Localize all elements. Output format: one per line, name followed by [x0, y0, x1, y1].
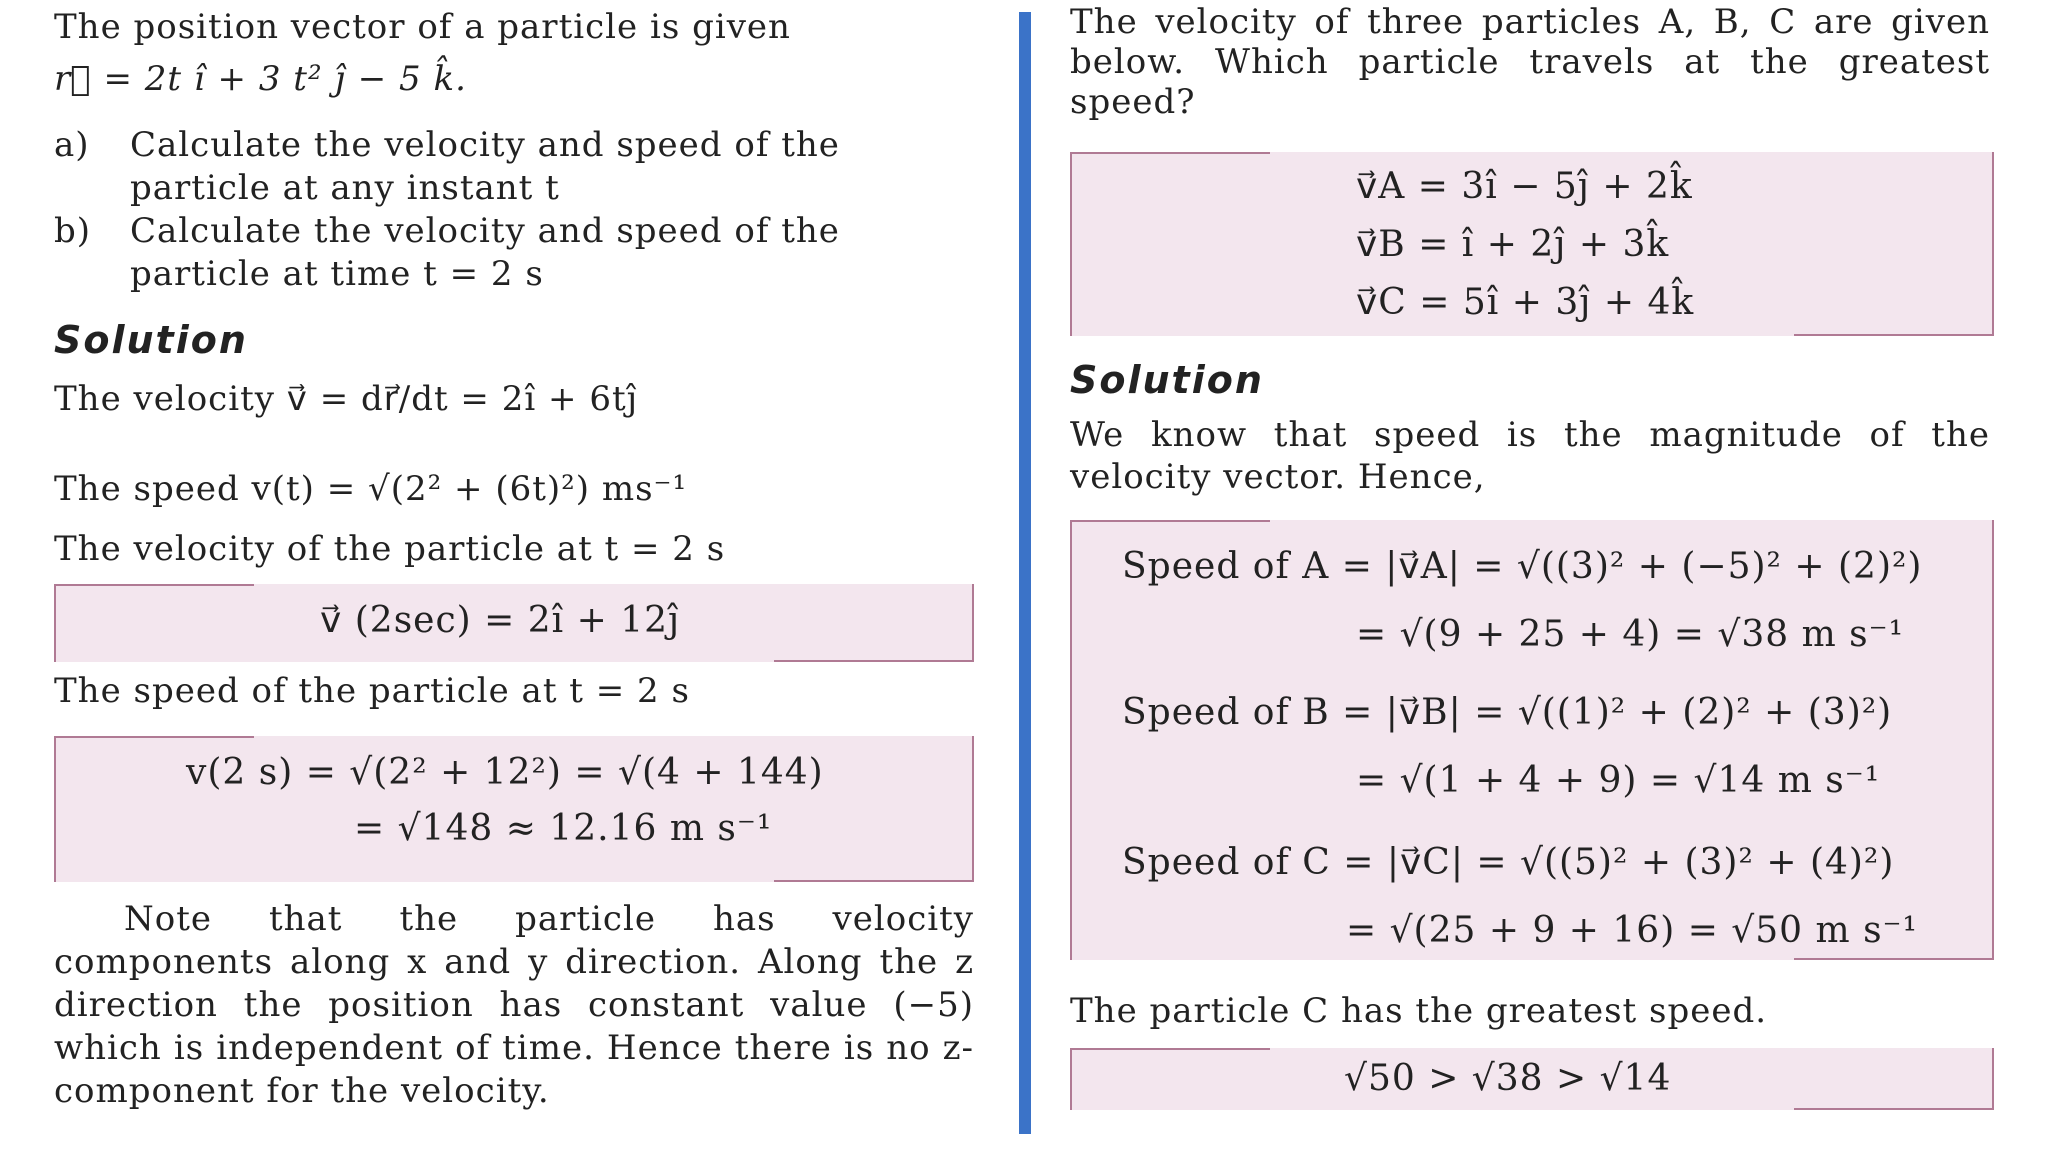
speed-result-line-1: v(2 s) = √(2² + 12²) = √(4 + 144): [186, 752, 824, 793]
speed-a-line-1: Speed of A = |v⃗A| = √((3)² + (−5)² + (2)²): [1122, 546, 1923, 587]
question-list: [54, 124, 974, 296]
problem-line-1: The position vector of a particle is given: [54, 7, 791, 47]
speed-result-box: [54, 736, 974, 882]
question-item-a: [54, 124, 974, 210]
question-label-b: b): [54, 211, 92, 251]
question-text-a: Calculate the velocity and speed of the particle at any instant t: [130, 125, 840, 208]
speed-c-line-2: = √(25 + 9 + 16) = √50 m s⁻¹: [1346, 910, 1918, 951]
solution-heading-left: Solution: [54, 318, 248, 362]
speed-result-line-2: = √148 ≈ 12.16 m s⁻¹: [354, 808, 773, 849]
question-text-b: Calculate the velocity and speed of the particle at time t = 2 s: [130, 211, 840, 294]
column-divider: [1019, 12, 1031, 1134]
velocity-at-t-label: The velocity of the particle at t = 2 s: [54, 529, 726, 569]
speed-formula: The speed v(t) = √(2² + (6t)²) ms⁻¹: [54, 469, 688, 509]
comparison-box: [1070, 1048, 1994, 1110]
velocity-result-equation: v⃗ (2sec) = 2î + 12ĵ: [320, 600, 681, 641]
solution-text: We know that speed is the magnitude of the velocity vector. Hence,: [1070, 415, 1990, 497]
velocity-c-equation: v⃗C = 5î + 3ĵ + 4k̂: [1356, 282, 1695, 323]
velocity-a-equation: v⃗A = 3î − 5ĵ + 2k̂: [1356, 166, 1693, 207]
speed-at-t-label: The speed of the particle at t = 2 s: [54, 671, 690, 711]
position-vector-equation: r⃗ = 2t î + 3 t² ĵ − 5 k̂.: [54, 59, 467, 99]
solution-heading-right: Solution: [1070, 358, 1264, 402]
velocity-result-box: [54, 584, 974, 662]
speed-a-line-2: = √(9 + 25 + 4) = √38 m s⁻¹: [1356, 614, 1905, 655]
speed-b-line-2: = √(1 + 4 + 9) = √14 m s⁻¹: [1356, 760, 1881, 801]
speed-calculations-box: [1070, 520, 1994, 960]
speed-b-line-1: Speed of B = |v⃗B| = √((1)² + (2)² + (3)²): [1122, 692, 1893, 733]
note-paragraph: Note that the particle has velocity components along x and y direction. Along the z direction the position has constant value (−5) which is independent of time. Hence there is no z-component for the velocity.: [54, 899, 974, 1111]
velocity-b-equation: v⃗B = î + 2ĵ + 3k̂: [1356, 224, 1670, 265]
question-item-b: [54, 210, 974, 296]
speed-c-line-1: Speed of C = |v⃗C| = √((5)² + (3)² + (4)²): [1122, 842, 1895, 883]
comparison-equation: √50 > √38 > √14: [1344, 1058, 1672, 1099]
velocities-box: [1070, 152, 1994, 336]
conclusion-text: The particle C has the greatest speed.: [1070, 991, 1768, 1031]
velocity-derivation: The velocity v⃗ = dr⃗/dt = 2î + 6tĵ: [54, 379, 639, 419]
question-label-a: a): [54, 125, 90, 165]
problem-paragraph: The velocity of three particles A, B, C are given below. Which particle travels at the greatest speed?: [1070, 2, 1990, 122]
